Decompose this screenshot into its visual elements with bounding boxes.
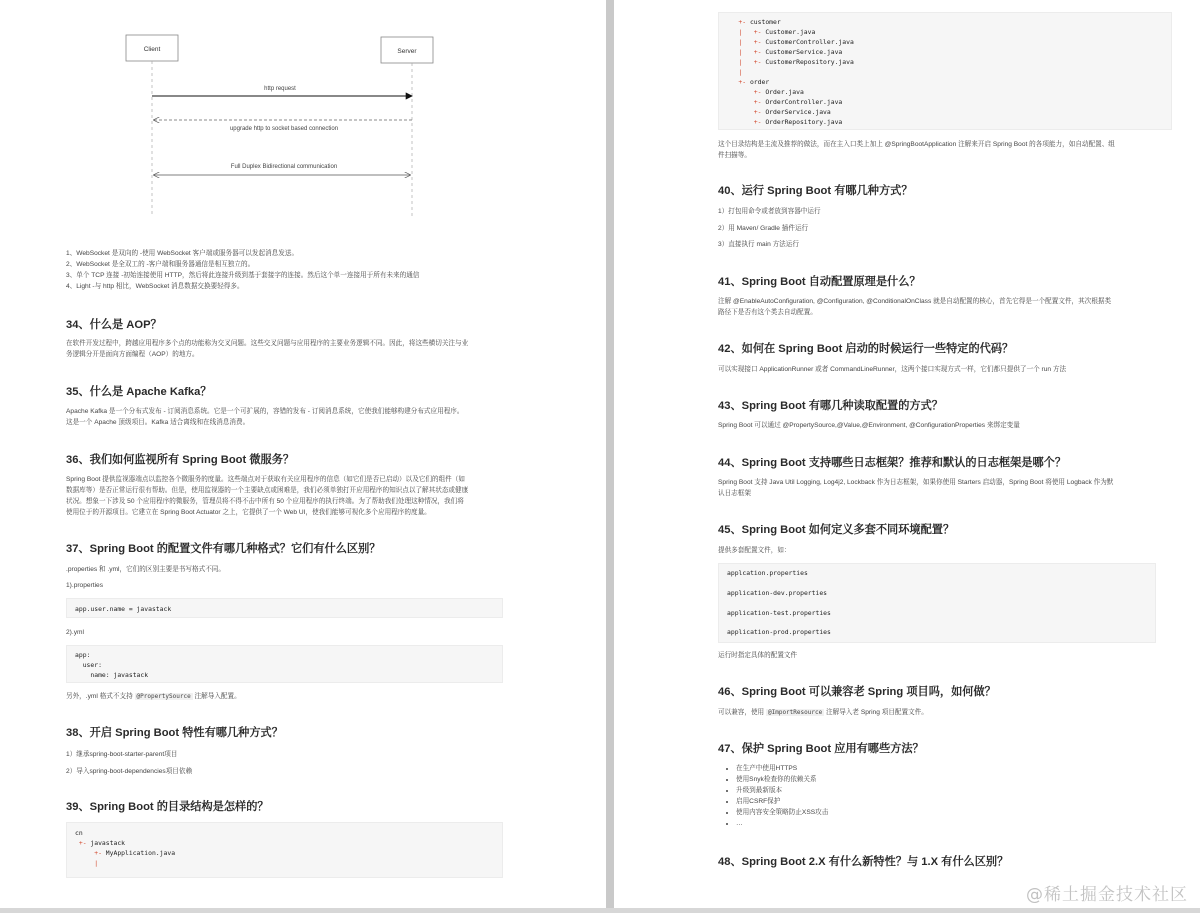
heading-q45: 45、Spring Boot 如何定义多套不同环境配置？ <box>718 524 955 536</box>
watermark: @稀土掘金技术社区 <box>1026 885 1188 905</box>
paragraph-q36: Spring Boot 提供监视器端点以监控各个微服务的度量。这些端点对于获取有关应用程序的信息（如它们是否已启动）以及它们的组件（如 数据库等）是否正常运行很有帮助。但是，使用监视器的一个主要缺点或困难是，我们必须单独打开应用程序的知识点以了解其状态或健康 状况。想象一下涉及 50 个应用程序的微服务，管理员将不得不击中所有 50 个应用程序的执行终端。为了帮助我们处理这种情况，我们将 使用位于的开源项目。它建立在 Spring Boot Actuator 之上，它提供了一个 Web UI，使我们能够可视化多个应用程序的度量。 <box>66 476 469 516</box>
heading-q35: 35、什么是 Apache Kafka？ <box>66 386 212 398</box>
heading-q48: 48、Spring Boot 2.X 有什么新特性？与 1.X 有什么区别？ <box>718 856 1009 868</box>
list-item: • 升级到最新版本 <box>736 785 828 796</box>
tree-note: 这个目录结构是主流及推荐的做法，而在主入口类上加上 @SpringBootApplication 注解来开启 Spring Boot 的各项能力，如自动配置、组 件扫描等。 <box>718 141 1115 159</box>
list-item: application-test.properties <box>727 609 831 617</box>
list-item: application-prod.properties <box>727 628 831 636</box>
paragraph-q41: 注解 @EnableAutoConfiguration, @Configuration, @ConditionalOnClass 就是自动配置的核心，首先它得是一个配置文件，其次根据类 路径下是否有这个类去自动配置。 <box>718 298 1112 316</box>
websocket-sequence-diagram <box>108 30 448 220</box>
heading-q43: 43、Spring Boot 有哪几种读取配置的方式？ <box>718 400 943 412</box>
code-block-tree-continued: +- customer | +- Customer.java | +- CustomerController.java | +- CustomerService.java | +- CustomerRepository.java | +- order +- Order.java +- OrderController.java +- OrderService.java +- OrderRepository.java <box>718 12 1172 130</box>
list-item: • 在生产中使用HTTPS <box>736 763 828 774</box>
q45-intro: 提供多套配置文件，如： <box>718 547 791 554</box>
q38-item-2: 2）导入spring-boot-dependencies项目依赖 <box>66 768 193 775</box>
heading-q46: 46、Spring Boot 可以兼容老 Spring 项目吗，如何做？ <box>718 686 996 698</box>
server-label: Server <box>397 48 417 55</box>
heading-q44: 44、Spring Boot 支持哪些日志框架？推荐和默认的日志框架是哪个？ <box>718 457 1067 469</box>
q40-item-3: 3）直接执行 main 方法运行 <box>718 241 799 248</box>
heading-q41: 41、Spring Boot 自动配置原理是什么？ <box>718 276 921 288</box>
q40-item-2: 2）用 Maven/ Gradle 插件运行 <box>718 225 809 232</box>
heading-q37: 37、Spring Boot 的配置文件有哪几种格式？它们有什么区别？ <box>66 543 381 555</box>
list-item: 4、Light -与 http 相比，WebSocket 消息数据交换要轻得多。 <box>66 283 244 290</box>
list-item: • 使用内容安全策略防止XSS攻击 <box>736 807 828 818</box>
upgrade-label: upgrade http to socket based connection <box>229 126 339 132</box>
heading-q47: 47、保护 Spring Boot 应用有哪些方法？ <box>718 743 924 755</box>
heading-q38: 38、开启 Spring Boot 特性有哪几种方式？ <box>66 727 283 739</box>
client-label: Client <box>143 46 161 53</box>
list-item: applcation.properties <box>727 569 808 577</box>
heading-q34: 34、什么是 AOP？ <box>66 319 162 331</box>
websocket-points <box>66 248 586 292</box>
heading-q40: 40、运行 Spring Boot 有哪几种方式？ <box>718 185 913 197</box>
paragraph-q46: 可以兼容，使用 @ImportResource 注解导入老 Spring 项目配置文件。 <box>718 709 928 716</box>
q37-label-properties: 1).properties <box>66 582 104 589</box>
list-item: 1、WebSocket 是双向的 -使用 WebSocket 客户端或服务器可以发起消息发送。 <box>66 250 299 257</box>
q37-label-yml: 2).yml <box>66 629 84 636</box>
list-item: application-dev.properties <box>727 589 828 597</box>
q45-note: 运行时指定具体的配置文件 <box>718 652 798 659</box>
q40-item-1: 1）打包用命令或者放到容器中运行 <box>718 208 821 215</box>
paragraph-q44: Spring Boot 支持 Java Util Logging, Log4j2, Lockback 作为日志框架，如果你使用 Starters 启动器，Spring Boot 将使用 Logback 作为默 认日志框架 <box>718 479 1114 497</box>
http-request-label: http request <box>264 86 296 92</box>
code-block-properties: app.user.name = javastack <box>66 598 503 618</box>
list-item: 3、单个 TCP 连接 -初始连接使用 HTTP，然后将此连接升级到基于套接字的连接。然后这个单一连接用于所有未来的通信 <box>66 272 420 279</box>
list-item: • 启用CSRF保护 <box>736 796 828 807</box>
paragraph-q42: 可以实现接口 ApplicationRunner 或者 CommandLineRunner，这两个接口实现方式一样，它们都只提供了一个 run 方法 <box>718 366 1067 373</box>
code-block-yml: app: user: name: javastack <box>66 645 503 683</box>
heading-q36: 36、我们如何监视所有 Spring Boot 微服务？ <box>66 454 295 466</box>
document-page-right <box>614 0 1200 908</box>
list-item: 2、WebSocket 是全双工的 -客户端和服务器通信是相互独立的。 <box>66 261 255 268</box>
code-block-tree-start: cn +- javastack +- MyApplication.java | <box>66 822 503 878</box>
paragraph-q34: 在软件开发过程中，跨越应用程序多个点的功能称为交叉问题。这些交叉问题与应用程序的主要业务逻辑不同。因此，将这些横切关注与业 务逻辑分开是面向方面编程（AOP）的地方。 <box>66 340 469 358</box>
code-block-profiles <box>718 563 1156 643</box>
list-item: • 使用Snyk检查你的依赖关系 <box>736 774 828 785</box>
q38-item-1: 1）继承spring-boot-starter-parent项目 <box>66 751 178 758</box>
q37-intro: .properties 和 .yml，它们的区别主要是书写格式不同。 <box>66 566 225 573</box>
q47-list <box>722 763 828 829</box>
page-gutter <box>606 0 614 913</box>
bottom-scroll-strip <box>0 908 1200 913</box>
paragraph-q43: Spring Boot 可以通过 @PropertySource,@Value,@Environment, @ConfigurationProperties 来绑定变量 <box>718 422 1020 429</box>
paragraph-q35: Apache Kafka 是一个分布式发布 - 订阅消息系统。它是一个可扩展的，容错的发布 - 订阅消息系统，它使我们能够构建分布式应用程序。 这是一个 Apache 顶级项目。Kafka 适合离线和在线消息消费。 <box>66 408 464 426</box>
heading-q42: 42、如何在 Spring Boot 启动的时候运行一些特定的代码？ <box>718 343 1014 355</box>
q37-note: 另外，.yml 格式不支持 @PropertySource 注解导入配置。 <box>66 693 241 700</box>
full-duplex-label: Full Duplex Bidirectional communication <box>230 164 338 170</box>
heading-q39: 39、Spring Boot 的目录结构是怎样的？ <box>66 801 269 813</box>
list-item: • … <box>736 818 828 829</box>
